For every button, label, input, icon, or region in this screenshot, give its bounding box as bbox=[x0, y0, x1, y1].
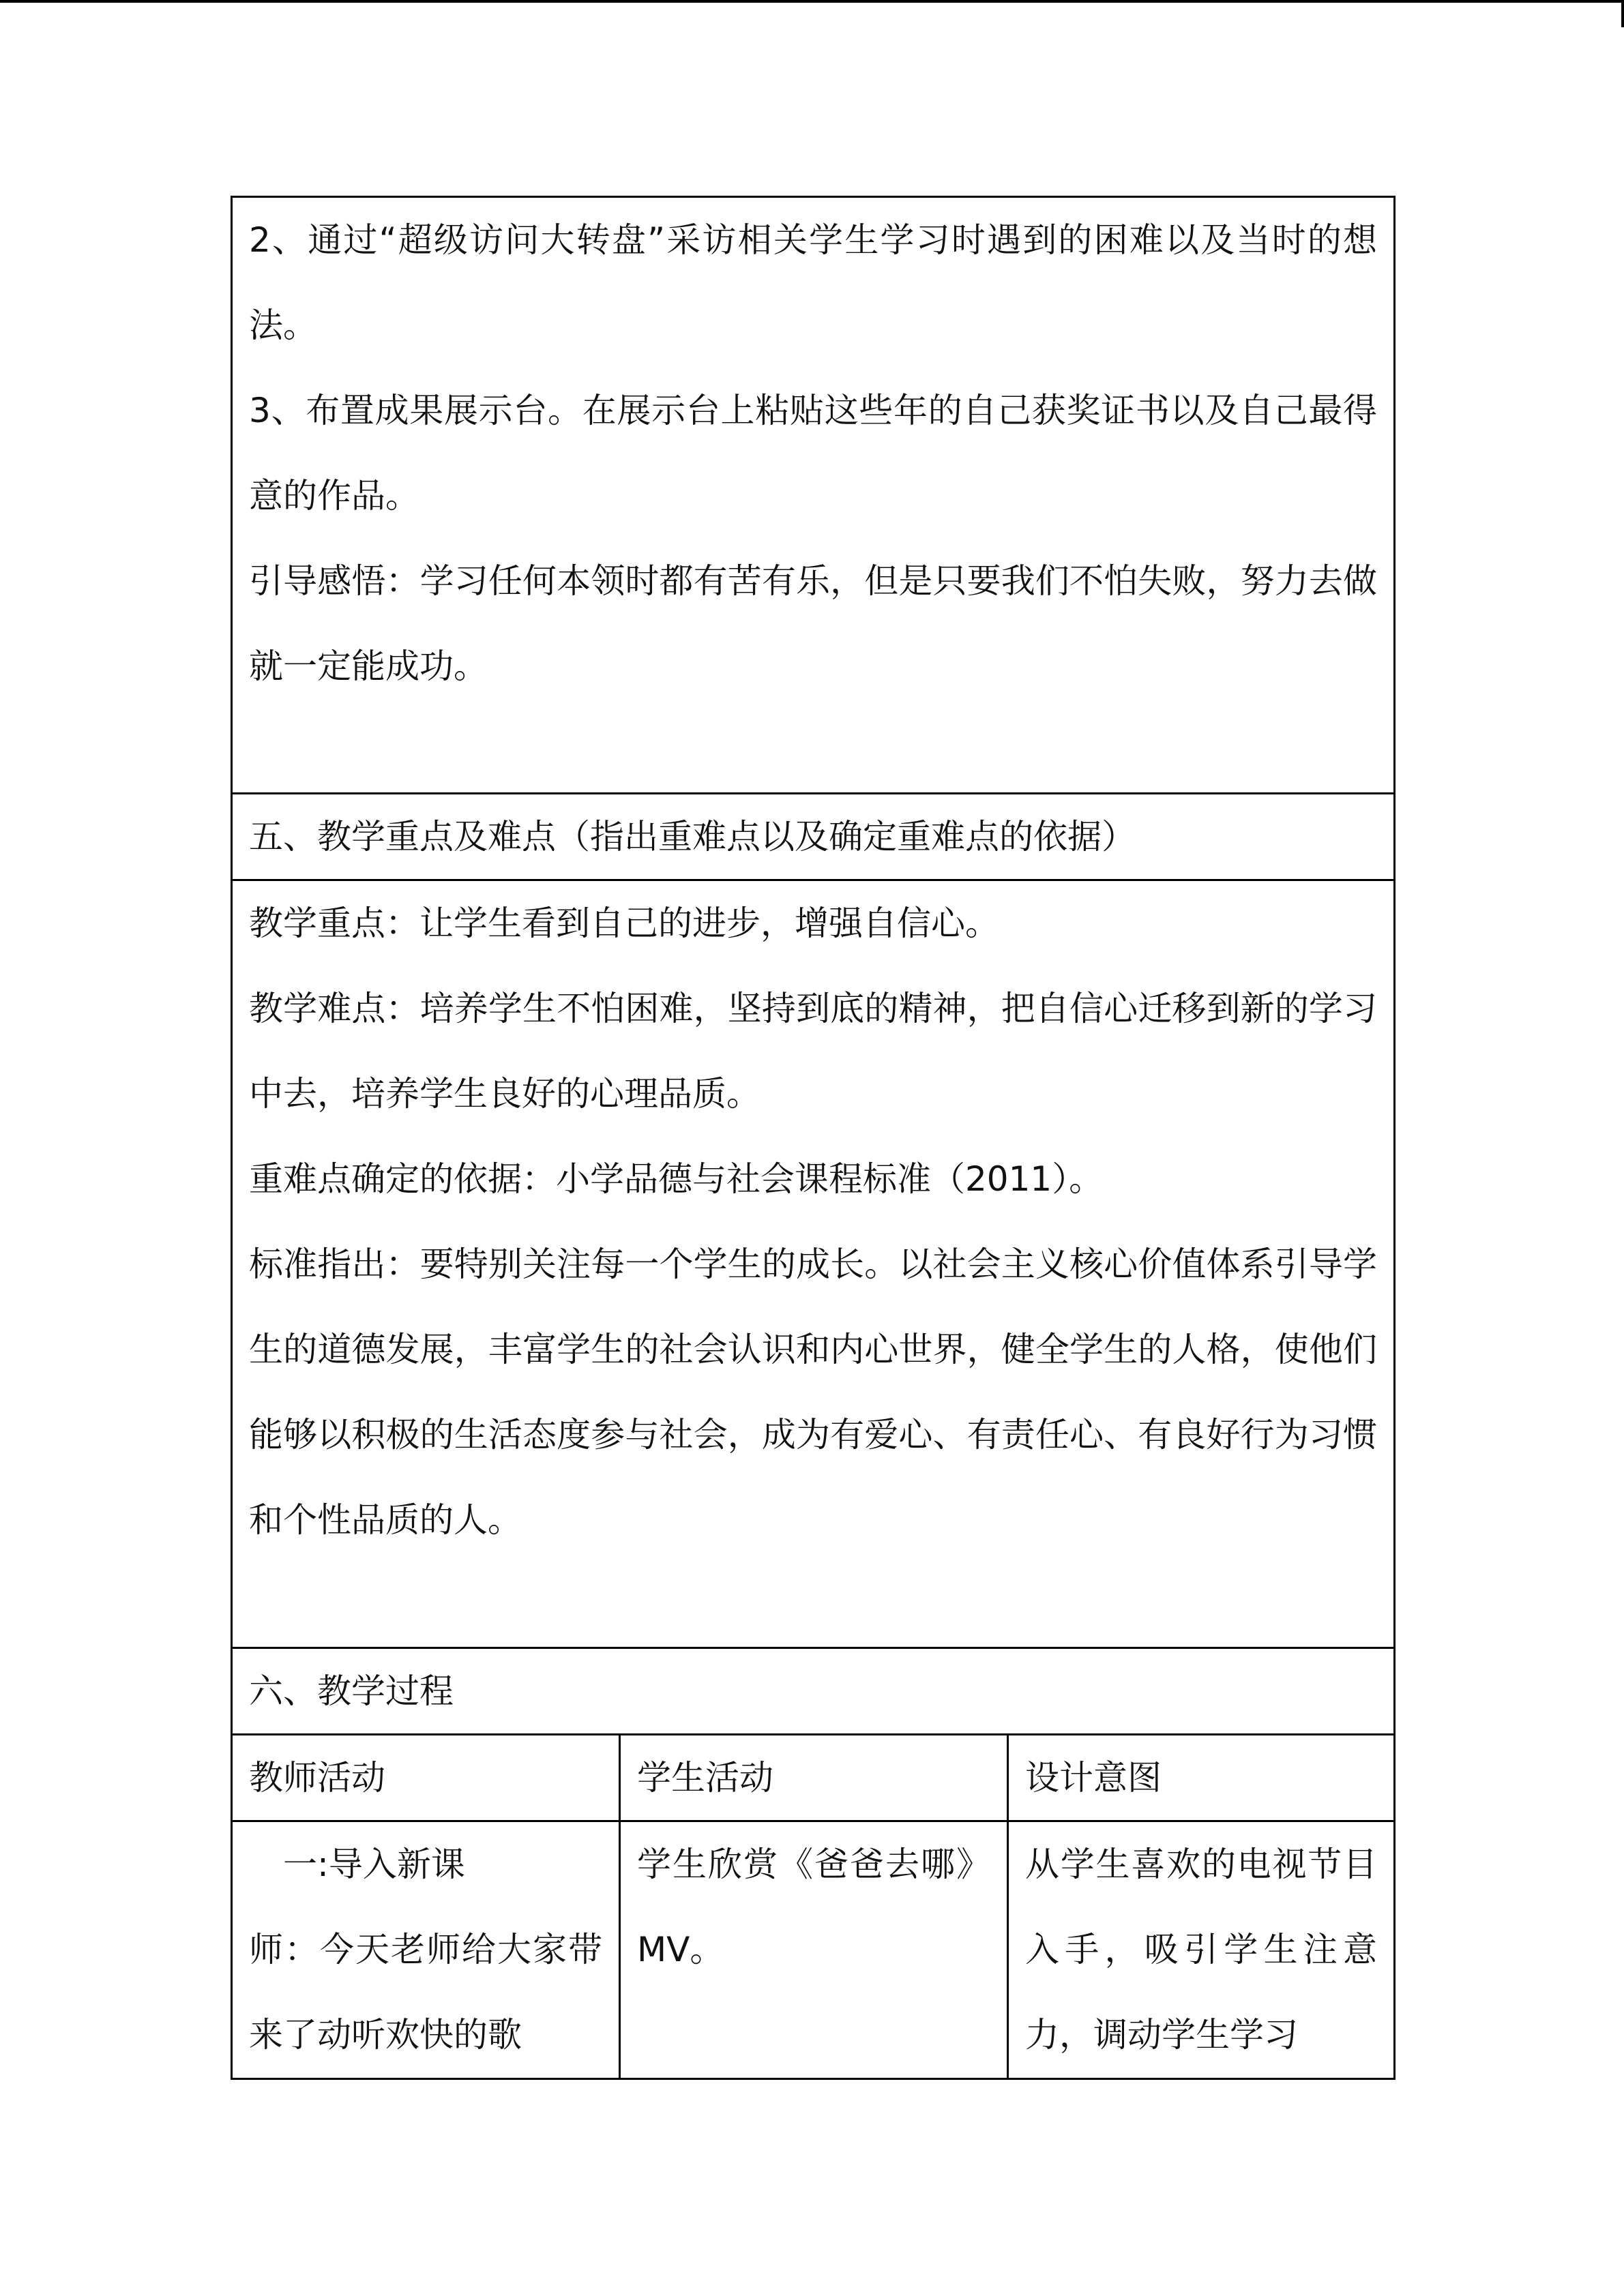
paragraph: 2、通过“超级访问大转盘”采访相关学生学习时遇到的困难以及当时的想法。 bbox=[249, 220, 1378, 345]
lesson-plan-table bbox=[231, 196, 1396, 2080]
design-intent-cell bbox=[1008, 1821, 1395, 2079]
page-top-border bbox=[0, 0, 1624, 3]
paragraph: 引导感悟：学习任何本领时都有苦有乐，但是只要我们不怕失败，努力去做就一定能成功。 bbox=[249, 561, 1378, 686]
section-heading: 六、教学过程 bbox=[232, 1648, 1395, 1735]
section6-heading-row bbox=[232, 1648, 1395, 1735]
paragraph: 标准指出：要特别关注每一个学生的成长。以社会主义核心价值体系引导学生的道德发展，丰富学生的社会认识和内心世界，健全学生的人格，使他们能够以积极的生活态度参与社会，成为有爱心、有责任心、有良好行为习惯和个性品质的人。 bbox=[249, 1244, 1378, 1540]
paragraph: 学生欣赏《爸爸去哪》MV。 bbox=[637, 1845, 990, 1969]
page-corner-mark bbox=[1621, 0, 1624, 27]
section-heading: 五、教学重点及难点（指出重难点以及确定重难点的依据） bbox=[232, 794, 1395, 880]
paragraph: 师：今天老师给大家带来了动听欢快的歌 bbox=[249, 1930, 602, 2055]
paragraph: 从学生喜欢的电视节目入手，吸引学生注意力，调动学生学习 bbox=[1025, 1845, 1378, 2055]
section5-heading-row bbox=[232, 794, 1395, 880]
process-row bbox=[232, 1821, 1395, 2079]
paragraph: 3、布置成果展示台。在展示台上粘贴这些年的自己获奖证书以及自己最得意的作品。 bbox=[249, 391, 1378, 516]
section4-continuation-row bbox=[232, 197, 1395, 794]
column-header-intent: 设计意图 bbox=[1008, 1735, 1395, 1821]
teacher-activity-cell bbox=[232, 1821, 620, 2079]
column-header-teacher: 教师活动 bbox=[232, 1735, 620, 1821]
paragraph: 重难点确定的依据：小学品德与社会课程标准（2011）。 bbox=[249, 1159, 1104, 1199]
section4-continuation-cell bbox=[232, 197, 1395, 794]
column-header-student: 学生活动 bbox=[620, 1735, 1008, 1821]
paragraph: 教学重点：让学生看到自己的进步，增强自信心。 bbox=[249, 904, 999, 943]
paragraph: 教学难点：培养学生不怕困难，坚持到底的精神，把自信心迁移到新的学习中去，培养学生良好的心理品质。 bbox=[249, 989, 1378, 1114]
column-header-row bbox=[232, 1735, 1395, 1821]
section5-body-row bbox=[232, 880, 1395, 1648]
paragraph: 一:导入新课 bbox=[283, 1845, 465, 1884]
section5-body-cell bbox=[232, 880, 1395, 1648]
student-activity-cell bbox=[620, 1821, 1008, 2079]
